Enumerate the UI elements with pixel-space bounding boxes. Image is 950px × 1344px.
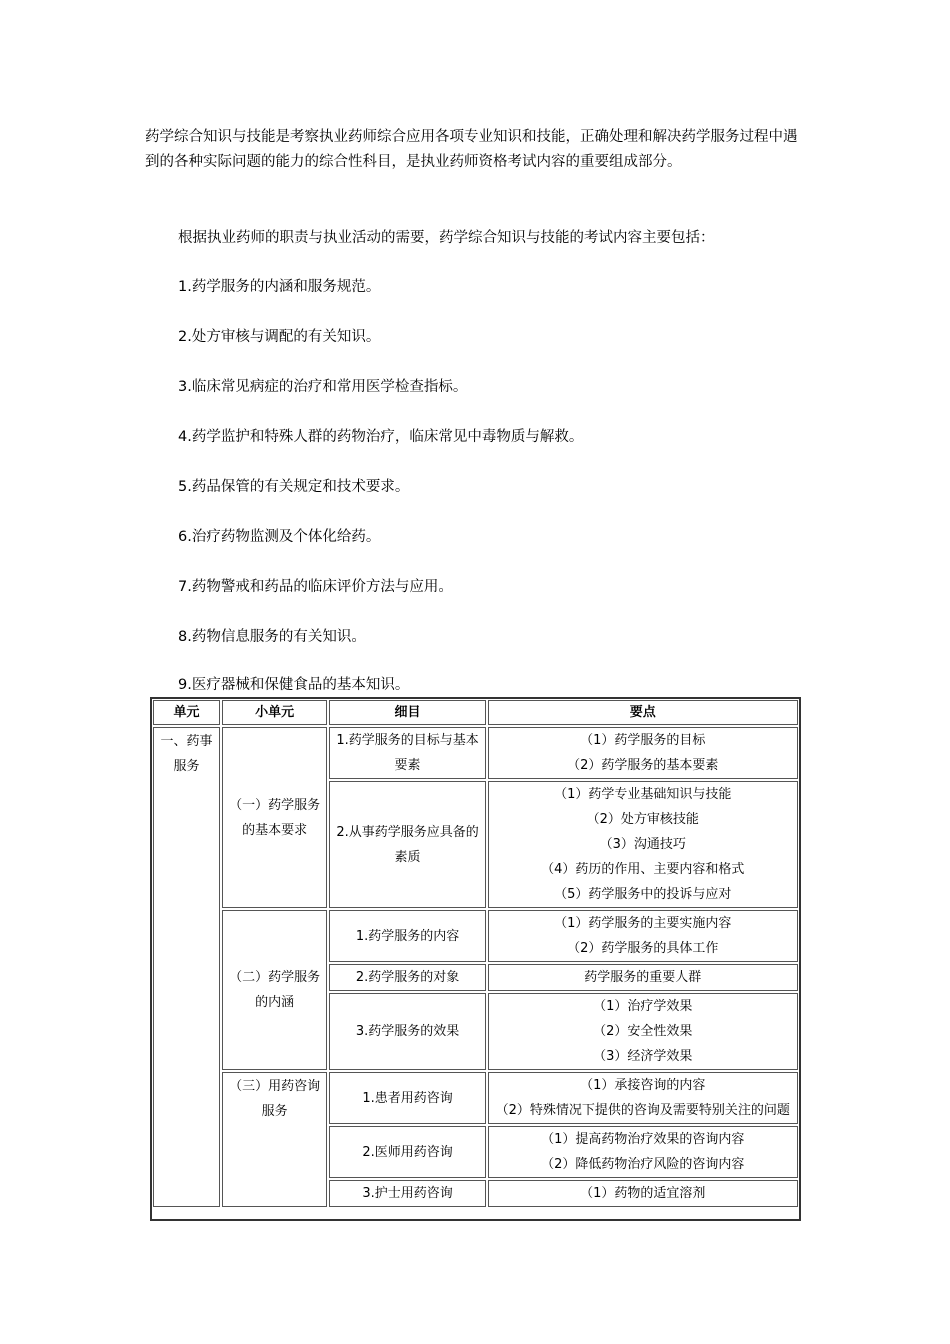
header-points: 要点: [488, 700, 798, 725]
list-item: 2.处方审核与调配的有关知识。: [178, 329, 381, 345]
unit-cell: 一、药事服务: [153, 727, 220, 1207]
detail-cell: 3.药学服务的效果: [329, 993, 485, 1070]
detail-cell: 1.药学服务的目标与基本要素: [329, 727, 485, 779]
point-text: （2）特殊情况下提供的咨询及需要特别关注的问题: [495, 1103, 790, 1118]
lead-paragraph: 根据执业药师的职责与执业活动的需要，药学综合知识与技能的考试内容主要包括：: [178, 230, 715, 246]
points-cell: [488, 910, 798, 962]
point-text: （1）承接咨询的内容: [580, 1078, 706, 1093]
point-text: （2）安全性效果: [593, 1024, 693, 1039]
detail-cell: 2.药学服务的对象: [329, 964, 485, 991]
list-item: 6.治疗药物监测及个体化给药。: [178, 529, 381, 545]
table-header-row: [153, 700, 798, 725]
point-text: 药学服务的重要人群: [584, 970, 702, 985]
detail-cell: 1.药学服务的内容: [329, 910, 485, 962]
points-cell: [488, 1072, 798, 1124]
point-text: （3）沟通技巧: [599, 837, 686, 852]
points-cell: [488, 993, 798, 1070]
subunit-cell: （二）药学服务的内涵: [222, 910, 327, 1070]
points-cell: [488, 727, 798, 779]
detail-cell: 1.患者用药咨询: [329, 1072, 485, 1124]
header-unit: 单元: [153, 700, 220, 725]
list-item: 3.临床常见病症的治疗和常用医学检查指标。: [178, 379, 468, 395]
list-item: 4.药学监护和特殊人群的药物治疗，临床常见中毒物质与解救。: [178, 429, 584, 445]
table-row: [153, 910, 798, 962]
subunit-cell: （一）药学服务的基本要求: [222, 727, 327, 908]
list-item: 1.药学服务的内涵和服务规范。: [178, 279, 381, 295]
point-text: （1）药学服务的主要实施内容: [554, 916, 732, 931]
list-item: 9.医疗器械和保健食品的基本知识。: [178, 677, 410, 693]
point-text: （3）经济学效果: [593, 1049, 693, 1064]
point-text: （2）降低药物治疗风险的咨询内容: [541, 1157, 745, 1172]
list-item: 8.药物信息服务的有关知识。: [178, 629, 366, 645]
table-row: [153, 1072, 798, 1124]
point-text: （1）药学服务的目标: [580, 733, 706, 748]
detail-cell: 3.护士用药咨询: [329, 1180, 485, 1207]
detail-cell: 2.医师用药咨询: [329, 1126, 485, 1178]
point-text: （1）药物的适宜溶剂: [580, 1186, 706, 1201]
header-subunit: 小单元: [222, 700, 327, 725]
subunit-cell: （三）用药咨询服务: [222, 1072, 327, 1207]
points-cell: [488, 781, 798, 908]
header-detail: 细目: [329, 700, 485, 725]
points-cell: [488, 1126, 798, 1178]
detail-cell: 2.从事药学服务应具备的素质: [329, 781, 485, 908]
point-text: （2）处方审核技能: [586, 812, 699, 827]
point-text: （5）药学服务中的投诉与应对: [554, 887, 732, 902]
points-cell: [488, 1180, 798, 1207]
point-text: （1）提高药物治疗效果的咨询内容: [541, 1132, 745, 1147]
table-row: [153, 727, 798, 779]
list-item: 5.药品保管的有关规定和技术要求。: [178, 479, 410, 495]
point-text: （2）药学服务的具体工作: [567, 941, 719, 956]
point-text: （1）药学专业基础知识与技能: [554, 787, 732, 802]
point-text: （2）药学服务的基本要素: [567, 758, 719, 773]
points-cell: [488, 964, 798, 991]
list-item: 7.药物警戒和药品的临床评价方法与应用。: [178, 579, 453, 595]
point-text: （4）药历的作用、主要内容和格式: [541, 862, 745, 877]
intro-paragraph: 药学综合知识与技能是考察执业药师综合应用各项专业知识和技能，正确处理和解决药学服务过程中遇到的各种实际问题的能力的综合性科目，是执业药师资格考试内容的重要组成部分。: [145, 129, 798, 170]
syllabus-table: [151, 698, 800, 1209]
point-text: （1）治疗学效果: [593, 999, 693, 1014]
